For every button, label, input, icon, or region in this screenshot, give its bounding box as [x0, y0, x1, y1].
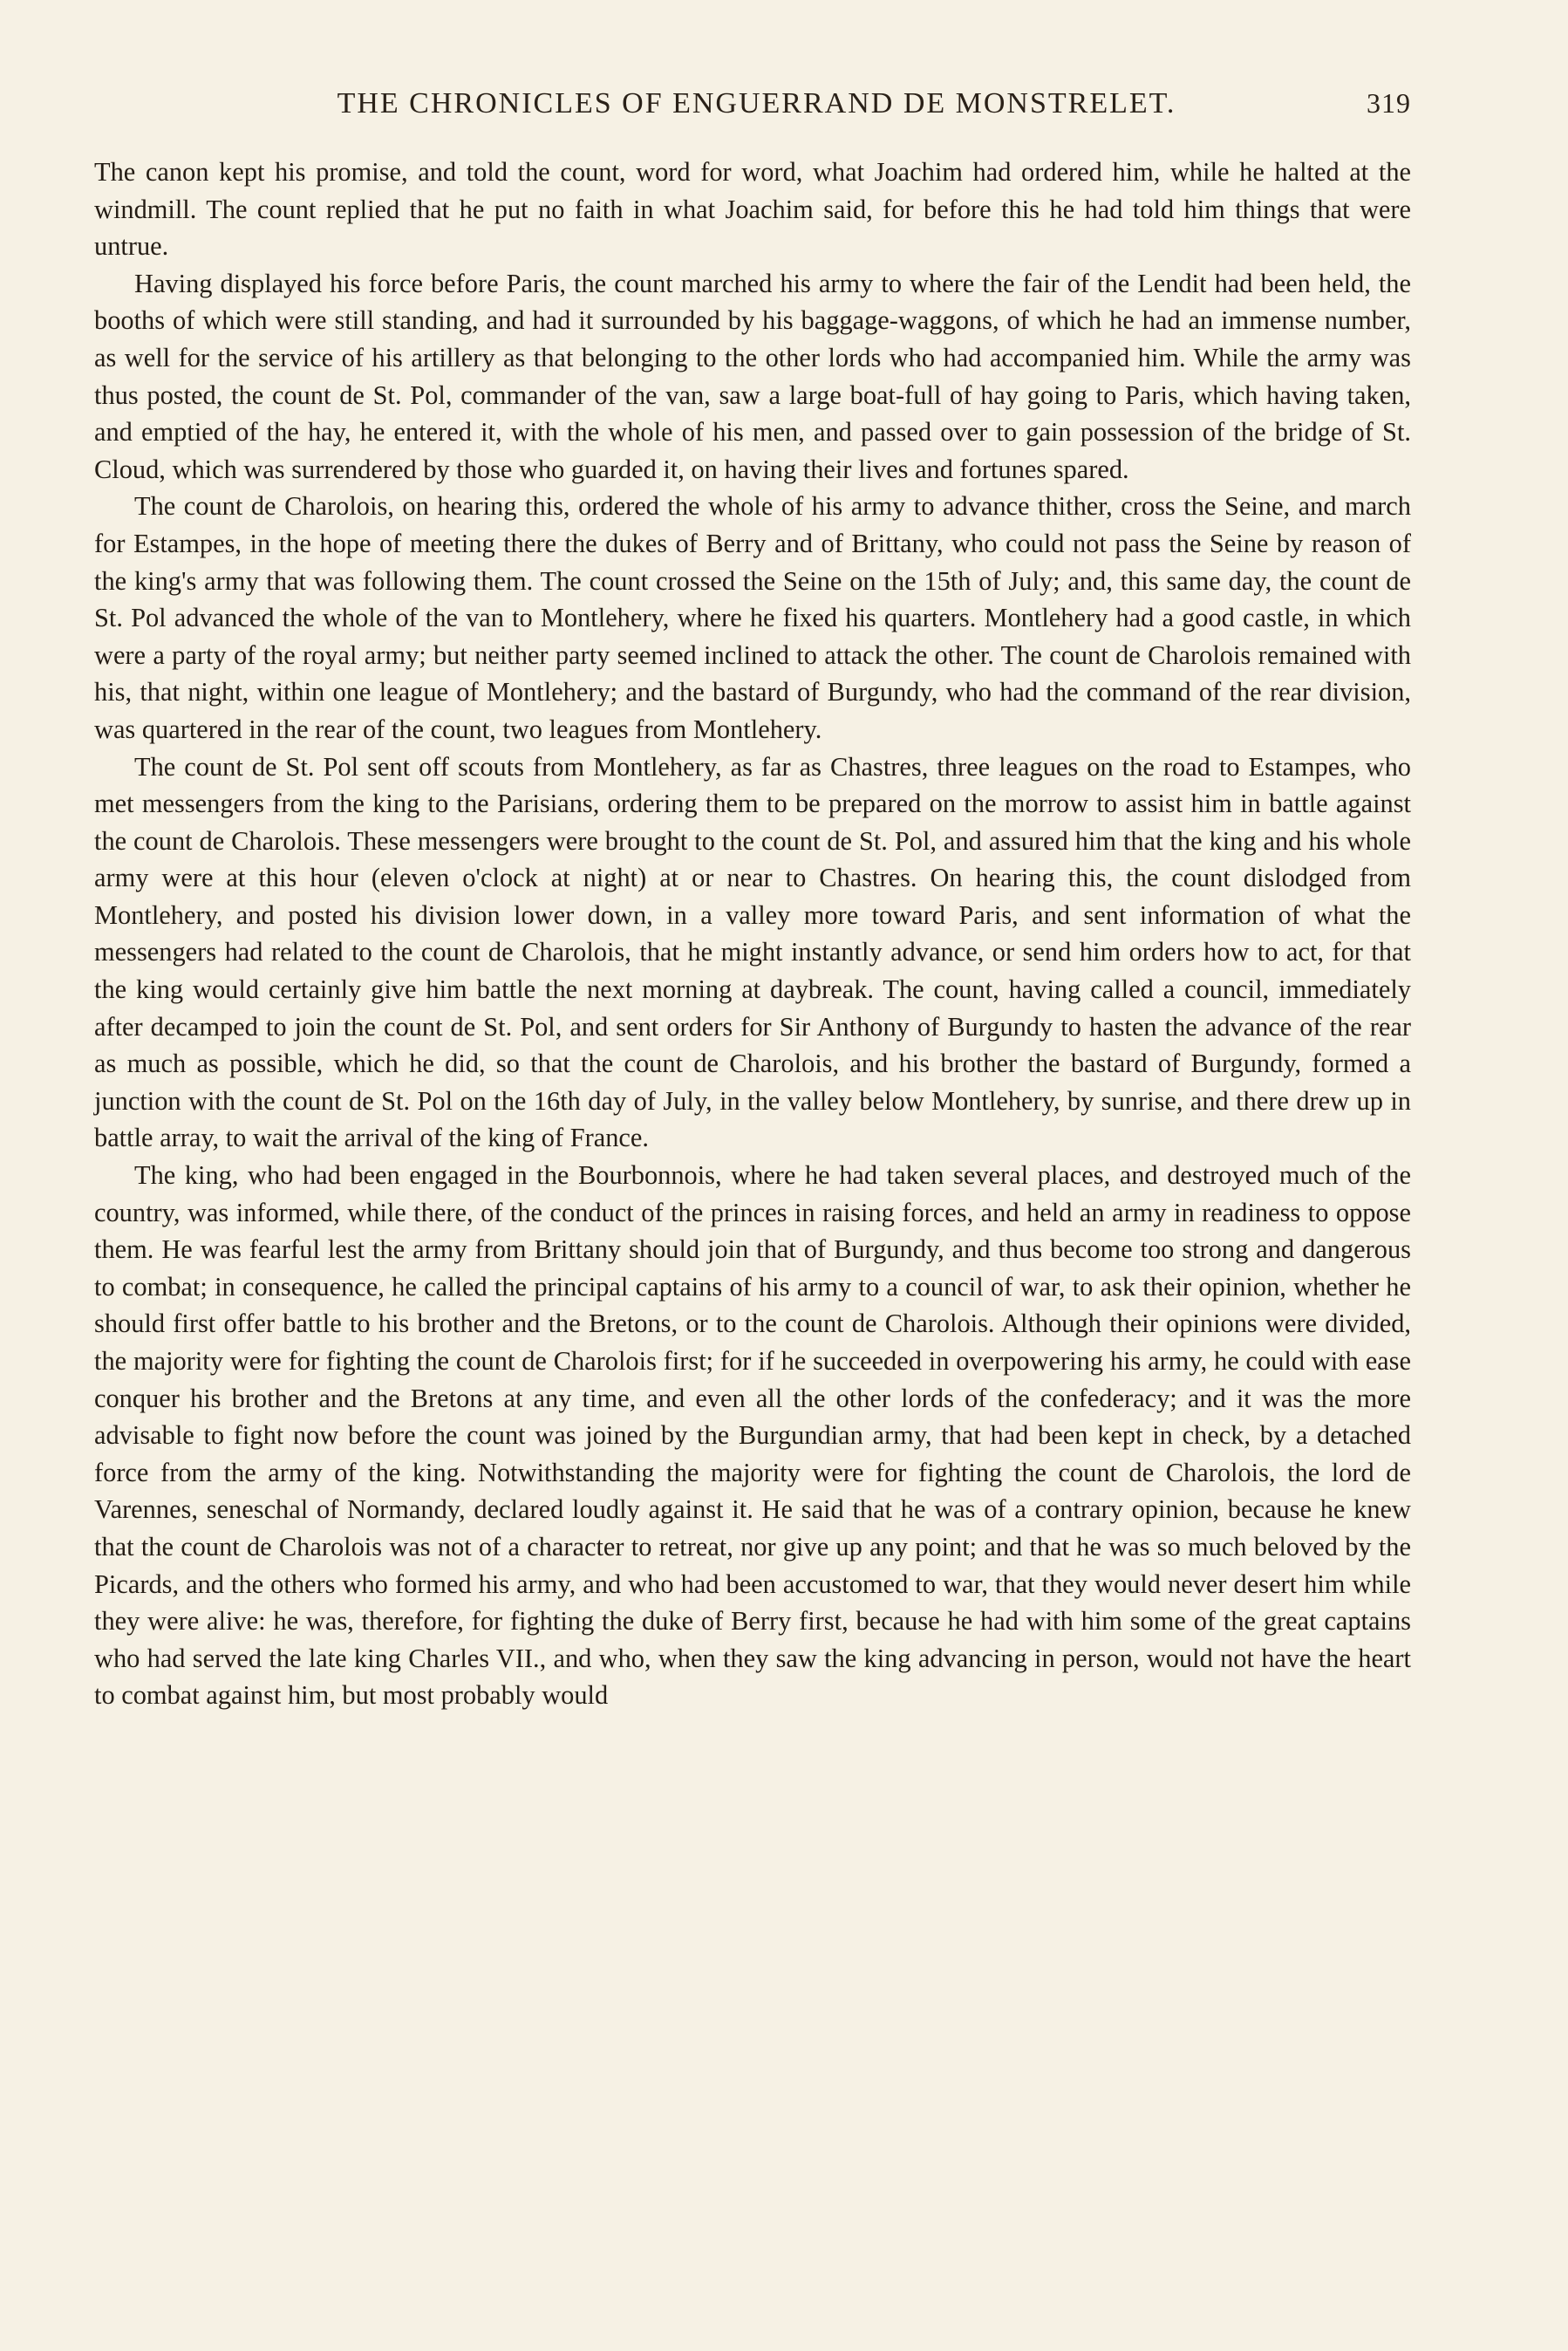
paragraph: The count de St. Pol sent off scouts from Montlehery, as far as Chastres, three leagues on the road to Estampes, who met messengers from the king to the Parisians, ordering them to be prepared on the morrow to assist him in battle against the count de Charolois. These messengers were brought to the count de St. Pol, and assured him that the king and his whole army were at this hour (eleven o'clock at night) at or near to Chastres. On hearing this, the count dislodged from Montlehery, and posted his division lower down, in a valley more toward Paris, and sent information of what the messengers had related to the count de Charolois, that he might instantly advance, or send him orders how to act, for that the king would certainly give him battle the next morning at daybreak. The count, having called a council, immediately after decamped to join the count de St. Pol, and sent orders for Sir Anthony of Burgundy to hasten the advance of the rear as much as possible, which he did, so that the count de Charolois, and his brother the bastard of Burgundy, formed a junction with the count de St. Pol on the 16th day of July, in the valley below Montlehery, by sunrise, and there drew up in battle array, to wait the arrival of the king of France. [94, 751, 1411, 1153]
body-text [94, 154, 1411, 1714]
paragraph: Having displayed his force before Paris, the count marched his army to where the fair of the Lendit had been held, the booths of which were still standing, and had it surrounded by his baggage-waggons, of which he had an immense number, as well for the service of his artillery as that belonging to the other lords who had accompanied him. While the army was thus posted, the count de St. Pol, commander of the van, saw a large boat-full of hay going to Paris, which having taken, and emptied of the hay, he entered it, with the whole of his men, and passed over to gain possession of the bridge of St. Cloud, which was surrendered by those who guarded it, on having their lives and fortunes spared. [94, 268, 1411, 484]
running-title: THE CHRONICLES OF ENGUERRAND DE MONSTRELET. [337, 87, 1176, 120]
paragraph: The count de Charolois, on hearing this, ordered the whole of his army to advance thither, cross the Seine, and march for Estampes, in the hope of meeting there the dukes of Berry and of Brittany, who could not pass the Seine by reason of the king's army that was following them. The count crossed the Seine on the 15th of July; and, this same day, the count de St. Pol advanced the whole of the van to Montlehery, where he fixed his quarters. Montlehery had a good castle, in which were a party of the royal army; but neither party seemed inclined to attack the other. The count de Charolois remained with his, that night, within one league of Montlehery; and the bastard of Burgundy, who had the command of the rear division, was quartered in the rear of the count, two leagues from Montlehery. [94, 491, 1411, 744]
running-header [94, 87, 1411, 143]
page-number: 319 [1367, 87, 1411, 119]
paragraph: The king, who had been engaged in the Bourbonnois, where he had taken several places, and destroyed much of the country, was informed, while there, of the conduct of the princes in raising forces, and held an army in readiness to oppose them. He was fearful lest the army from Brittany should join that of Burgundy, and thus become too strong and dangerous to combat; in consequence, he called the principal captains of his army to a council of war, to ask their opinion, whether he should first offer battle to his brother and the Bretons, or to the count de Charolois. Although their opinions were divided, the majority were for fighting the count de Charolois first; for if he succeeded in overpowering his army, he could with ease conquer his brother and the Bretons at any time, and even all the other lords of the confederacy; and it was the more advisable to fight now before the count was joined by the Burgundian army, that had been kept in check, by a detached force from the army of the king. Notwithstanding the majority were for fighting the count de Charolois, the lord de Varennes, seneschal of Normandy, declared loudly against it. He said that he was of a contrary opinion, because he knew that the count de Charolois was not of a character to retreat, nor give up any point; and that he was so much beloved by the Picards, and the others who formed his army, and who had been accustomed to war, that they would never desert him while they were alive: he was, therefore, for fighting the duke of Berry first, because he had with him some of the great captains who had served the late king Charles VII., and who, when they saw the king advancing in person, would not have the heart to combat against him, but most probably would [94, 1160, 1411, 1711]
paragraph: The canon kept his promise, and told the count, word for word, what Joachim had ordered him, while he halted at the windmill. The count replied that he put no faith in what Joachim said, for before this he had told him things that were untrue. [94, 157, 1411, 262]
book-page [94, 87, 1411, 2320]
